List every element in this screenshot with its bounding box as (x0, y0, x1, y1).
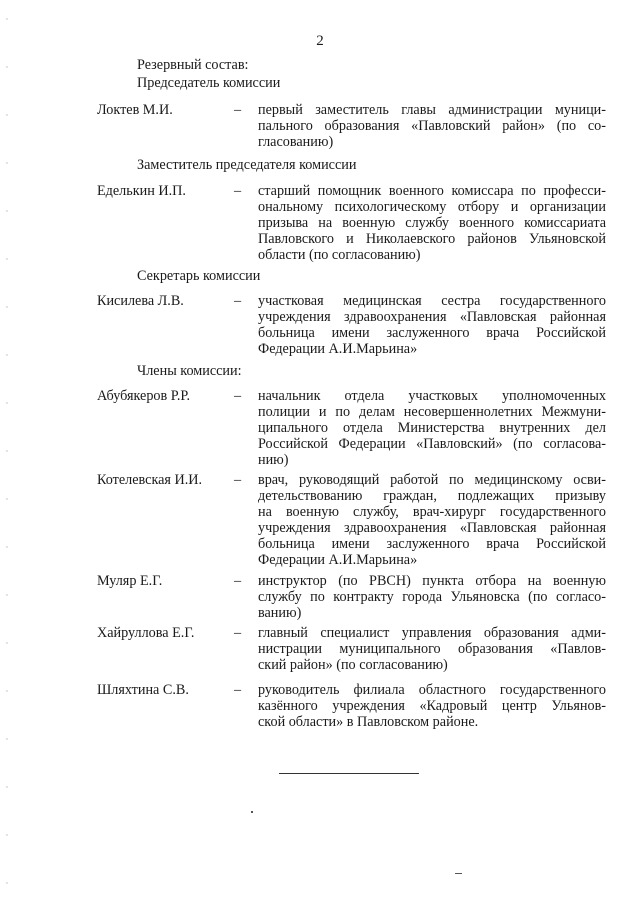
role-line: руководитель филиала областного государственного (258, 682, 606, 698)
role-line: первый заместитель главы администрации муници- (258, 102, 606, 118)
role-line: главный специалист управления образования адми- (258, 625, 606, 641)
role-line: начальник отдела участковых уполномоченных (258, 388, 606, 404)
role-line: службу по контракту города Ульяновска (по согласо- (258, 589, 606, 605)
scan-speck (251, 811, 253, 813)
role-line: ципального отдела Министерства внутренних дел (258, 420, 606, 436)
member-role (258, 293, 606, 357)
role-line: учреждения здравоохранения «Павловская районная (258, 520, 606, 536)
role-line: Федерации А.И.Марьина» (258, 341, 418, 357)
role-line: больница имени заслуженного врача Российской (258, 325, 606, 341)
heading-reserve: Резервный состав: (137, 57, 249, 73)
role-line: врач, руководящий работой по медицинскому осви- (258, 472, 606, 488)
member-name: Абубякеров Р.Р. (97, 388, 191, 404)
role-line: полиции и по делам несовершеннолетних Межмуни- (258, 404, 606, 420)
heading-members: Члены комиссии: (137, 363, 242, 379)
member-name: Муляр Е.Г. (97, 573, 163, 589)
role-line: нию) (258, 452, 289, 468)
role-line: на военную службу, врач-хирург государственного (258, 504, 606, 520)
role-line: ванию) (258, 605, 302, 621)
role-line: детельствованию граждан, подлежащих призыву (258, 488, 606, 504)
role-line: гласованию) (258, 134, 334, 150)
role-line: Российской Федерации «Павловский» (по согласова- (258, 436, 606, 452)
role-line: ональному психологическому отбору и организации (258, 199, 606, 215)
role-line: Федерации А.И.Марьина» (258, 552, 418, 568)
member-role (258, 388, 606, 468)
role-line: учреждения здравоохранения «Павловская районная (258, 309, 606, 325)
member-role (258, 682, 606, 730)
dash-separator: – (234, 472, 242, 488)
role-line: ской области» в Павловском районе. (258, 714, 479, 730)
role-line: участковая медицинская сестра государственного (258, 293, 606, 309)
role-line: призыва на военную службу военного комиссариата (258, 215, 606, 231)
role-line: больница имени заслуженного врача Российской (258, 536, 606, 552)
member-name: Хайруллова Е.Г. (97, 625, 195, 641)
scan-left-edge (6, 0, 8, 905)
member-name: Еделькин И.П. (97, 183, 186, 199)
dash-separator: – (234, 388, 242, 404)
heading-secretary: Секретарь комиссии (137, 268, 261, 284)
member-name: Котелевская И.И. (97, 472, 203, 488)
member-role (258, 102, 606, 150)
role-line: пального образования «Павловский район» (по со- (258, 118, 606, 134)
role-line: старший помощник военного комиссара по професси- (258, 183, 606, 199)
member-role (258, 573, 606, 621)
role-line: ский район» (по согласованию) (258, 657, 448, 673)
member-name: Локтев М.И. (97, 102, 173, 118)
heading-chairman: Председатель комиссии (137, 75, 281, 91)
role-line: Павловского и Николаевского районов Ульяновской (258, 231, 606, 247)
role-line: нистрации муниципального образования «Павлов- (258, 641, 606, 657)
heading-deputy: Заместитель председателя комиссии (137, 157, 357, 173)
role-line: инструктор (по РВСН) пункта отбора на военную (258, 573, 606, 589)
member-role (258, 472, 606, 568)
closing-rule (279, 773, 419, 774)
dash-separator: – (234, 102, 242, 118)
member-role (258, 625, 606, 673)
member-name: Шляхтина С.В. (97, 682, 189, 698)
role-line: области (по согласованию) (258, 247, 421, 263)
member-name: Кисилева Л.В. (97, 293, 184, 309)
dash-separator: – (234, 573, 242, 589)
scan-speck (455, 873, 462, 874)
dash-separator: – (234, 682, 242, 698)
dash-separator: – (234, 625, 242, 641)
dash-separator: – (234, 183, 242, 199)
page-number: 2 (316, 33, 324, 49)
dash-separator: – (234, 293, 242, 309)
role-line: казённого учреждения «Кадровый центр Ульянов- (258, 698, 606, 714)
member-role (258, 183, 606, 263)
